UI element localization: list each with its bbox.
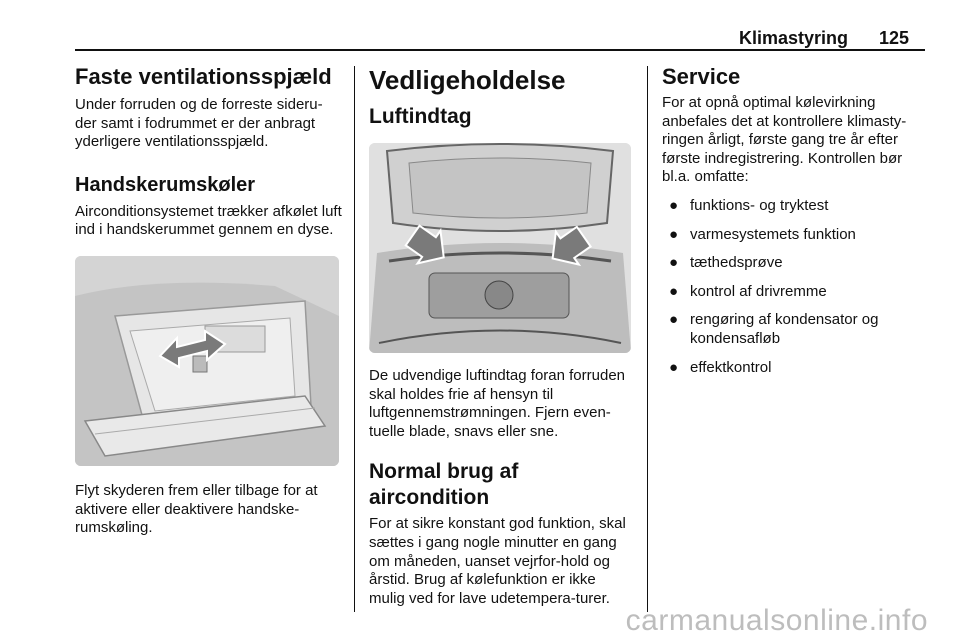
heading-air-intake: Luftindtag bbox=[369, 105, 472, 128]
bullet-icon: ● bbox=[669, 358, 679, 376]
air-intake-illustration bbox=[369, 143, 631, 353]
bullet-icon: ● bbox=[669, 196, 679, 214]
list-item: ● tæthedsprøve bbox=[669, 254, 783, 272]
paragraph-glovebox-cooler: Airconditionsystemet trækker afkølet luft ind i handskerummet gennem en dyse. bbox=[75, 202, 342, 239]
list-item: ● varmesystemets funktion bbox=[669, 225, 856, 243]
heading-normal-ac-use: Normal brug af aircondition bbox=[369, 460, 519, 510]
paragraph-air-intake: De udvendige luftindtag foran forruden skal holdes frie af hensyn til luftgennemstrømningen. Fjern even-tuelle blade, snavs eller sne. bbox=[369, 367, 626, 440]
column-divider bbox=[647, 66, 648, 612]
page-number: 125 bbox=[879, 28, 910, 48]
bullet-icon: ● bbox=[669, 225, 679, 243]
heading-glovebox-cooler: Handskerumskøler bbox=[75, 173, 256, 196]
bullet-icon: ● bbox=[669, 311, 679, 329]
paragraph-fixed-vents: Under forruden og de forreste sideru-der samt i fodrummet er der anbragt yderligere ventilationsspjæld. bbox=[75, 96, 323, 151]
heading-service: Service bbox=[662, 64, 741, 89]
bullet-icon: ● bbox=[669, 282, 679, 300]
list-item: ● rengøring af kondensator og kondensafløb bbox=[669, 311, 879, 347]
header-rule bbox=[75, 49, 925, 51]
paragraph-service: For at opnå optimal kølevirkning anbefales det at kontrollere klimasty-ringen årligt, første gang tre år efter første indregistrering. Kontrollen bør bl.a. omfatte: bbox=[662, 94, 907, 186]
heading-maintenance: Vedligeholdelse bbox=[369, 65, 566, 95]
paragraph-normal-ac-use: For at sikre konstant god funktion, skal sættes i gang nogle minutter en gang om måneden, uanset vejrfor-hold og årstid. Brug af kølefunktion er ikke mulig ved for lave udetempera-turer. bbox=[369, 515, 626, 607]
column-middle bbox=[369, 64, 635, 608]
list-item: ● effektkontrol bbox=[669, 358, 772, 376]
watermark: carmanualsonline.info bbox=[625, 604, 928, 637]
column-right bbox=[662, 64, 924, 377]
service-list bbox=[662, 197, 924, 377]
list-item: ● funktions- og tryktest bbox=[669, 196, 829, 214]
caption-glovebox: Flyt skyderen frem eller tilbage for at aktivere eller deaktivere handske-rumskøling. bbox=[75, 481, 318, 537]
column-divider bbox=[354, 66, 355, 612]
glovebox-illustration bbox=[75, 256, 339, 466]
page-header-title: Klimastyring bbox=[739, 28, 849, 48]
heading-fixed-vents: Faste ventilationsspjæld bbox=[75, 64, 332, 89]
list-item: ● kontrol af drivremme bbox=[669, 282, 827, 300]
column-left bbox=[75, 64, 343, 538]
bullet-icon: ● bbox=[669, 254, 679, 272]
